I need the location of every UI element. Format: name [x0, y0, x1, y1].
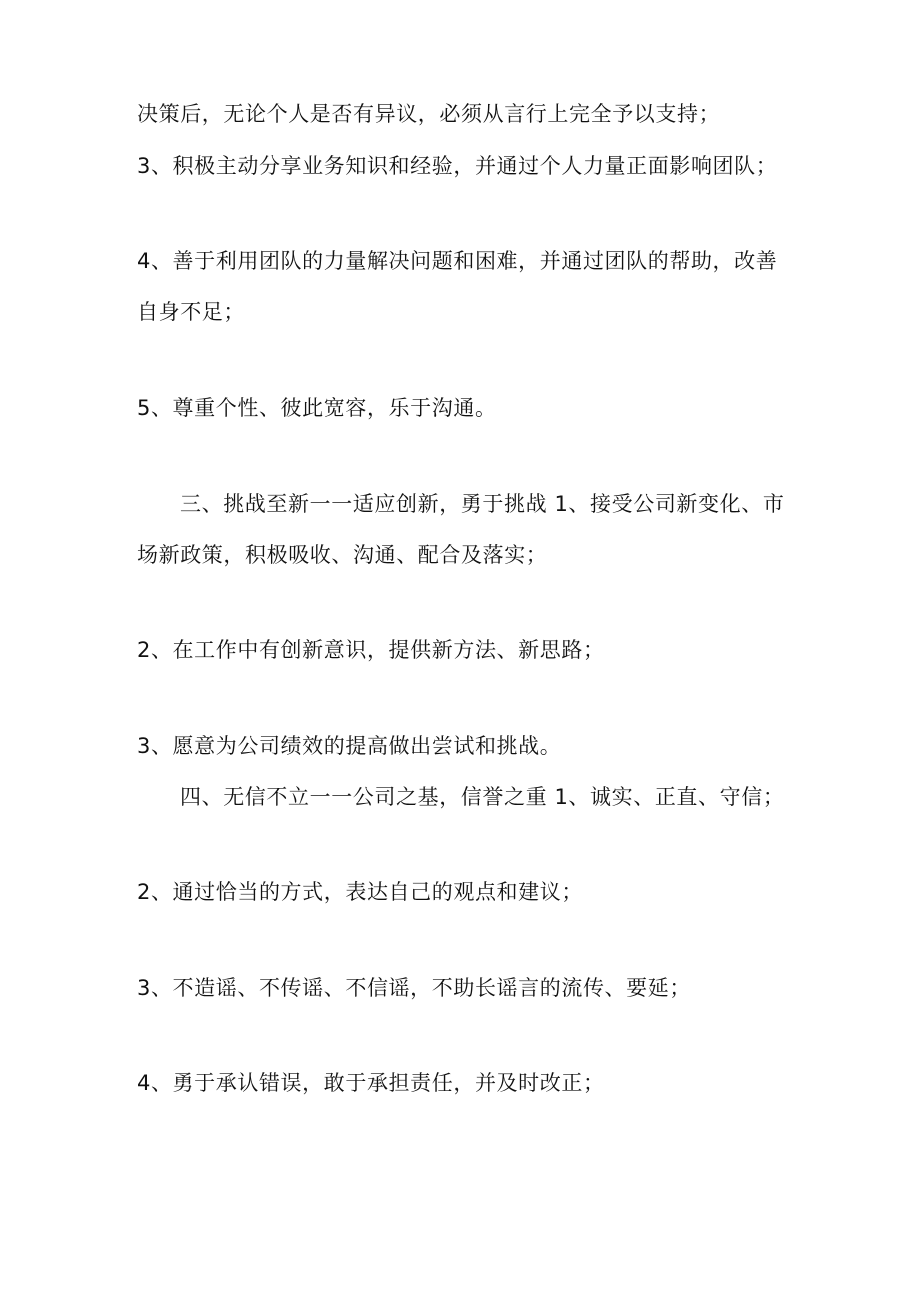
- paragraph-line: 4、勇于承认错误，敢于承担责任，并及时改正；: [137, 1071, 605, 1095]
- paragraph-line: 4、善于利用团队的力量解决问题和困难，并通过团队的帮助，改善: [137, 249, 778, 273]
- paragraph-line: 自身不足；: [137, 300, 245, 324]
- paragraph-line: 3、积极主动分享业务知识和经验，并通过个人力量正面影响团队；: [137, 154, 778, 178]
- paragraph-line: 3、愿意为公司绩效的提高做出尝试和挑战。: [137, 734, 562, 758]
- section-heading-line: 三、挑战至新一一适应创新，勇于挑战 1、接受公司新变化、市: [180, 492, 785, 516]
- paragraph-line: 2、通过恰当的方式，表达自己的观点和建议；: [137, 880, 583, 904]
- paragraph-line: 3、不造谣、不传谣、不信谣，不助长谣言的流传、要延；: [137, 976, 691, 1000]
- paragraph-line: 决策后，无论个人是否有异议，必须从言行上完全予以支持；: [137, 102, 721, 126]
- paragraph-line: 5、尊重个性、彼此宽容，乐于沟通。: [137, 396, 497, 420]
- section-heading-line: 四、无信不立一一公司之基，信誉之重 1、诚实、正直、守信；: [180, 785, 785, 809]
- paragraph-line: 2、在工作中有创新意识，提供新方法、新思路；: [137, 638, 605, 662]
- paragraph-line: 场新政策，积极吸收、沟通、配合及落实；: [137, 543, 548, 567]
